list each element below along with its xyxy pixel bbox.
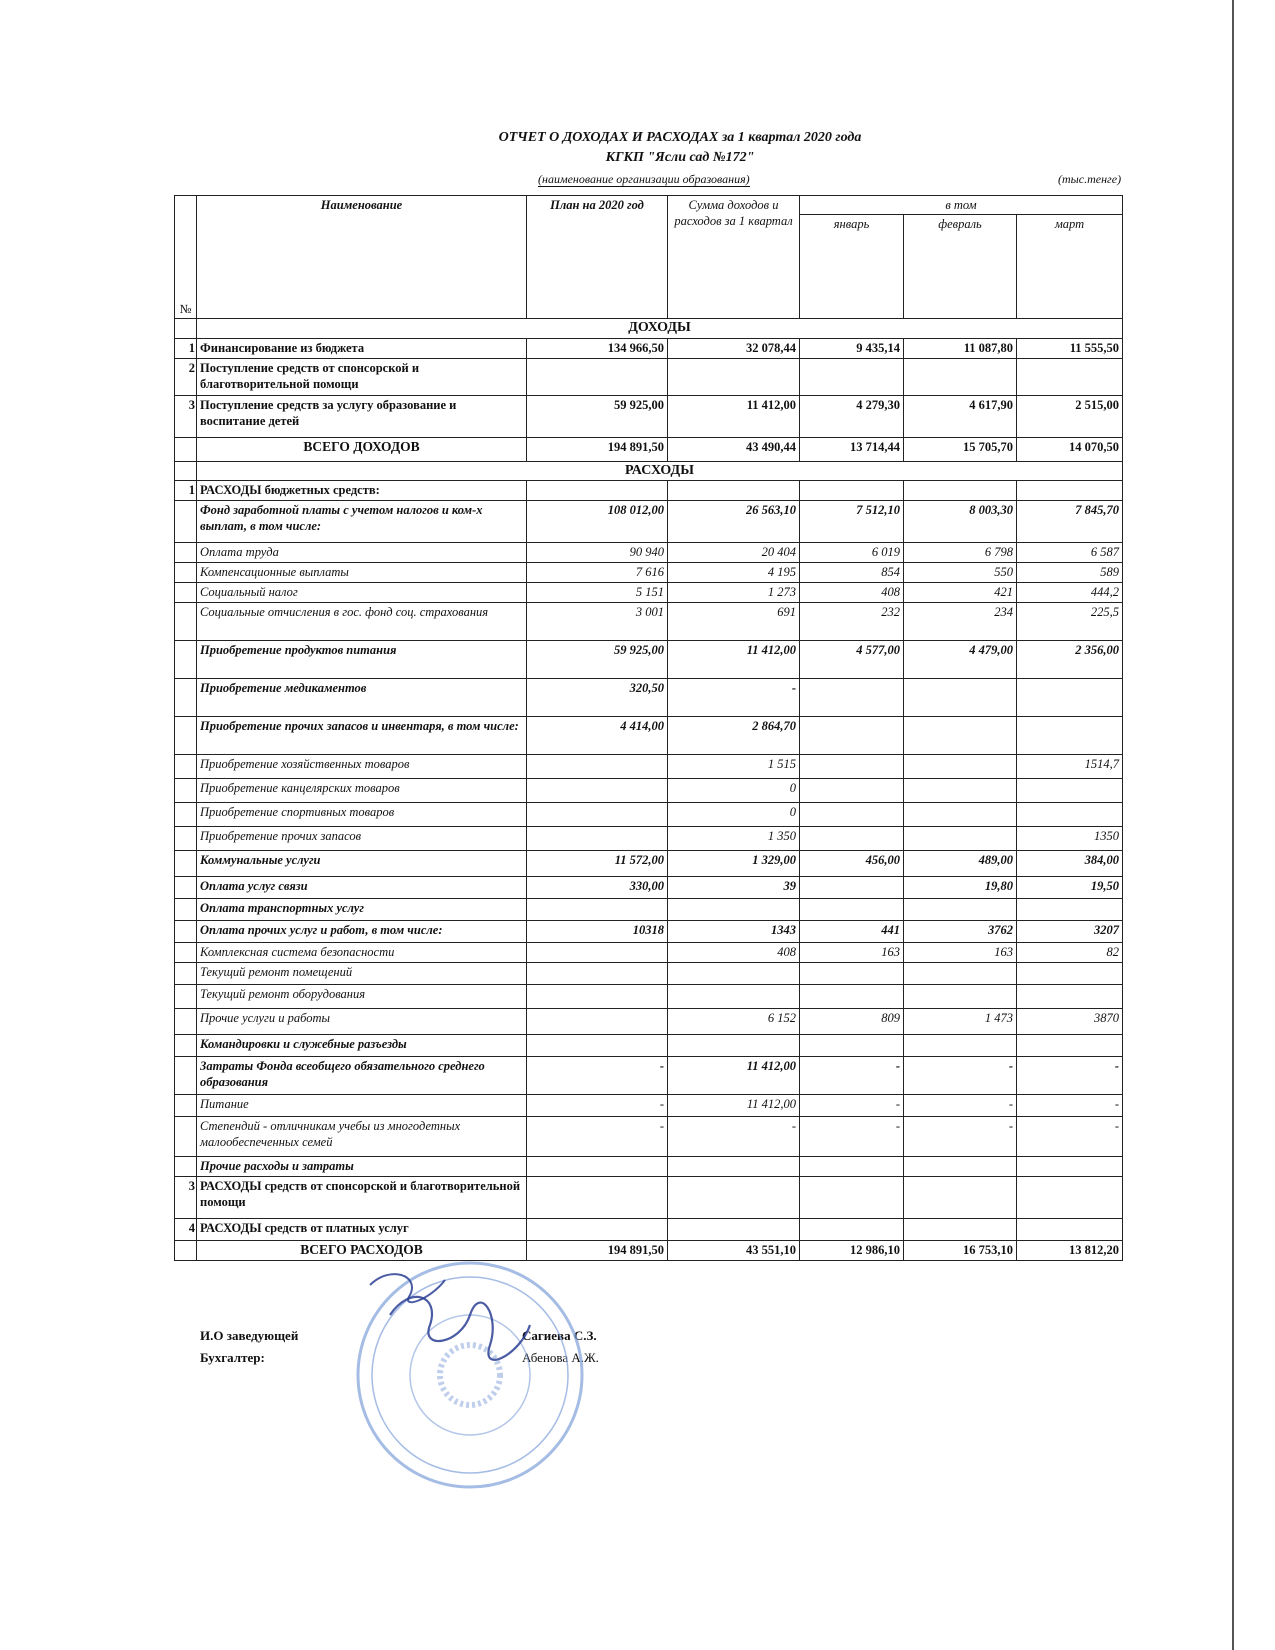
row-name: Финансирование из бюджета — [197, 339, 527, 359]
row-number — [175, 985, 197, 1009]
table-row — [175, 803, 1123, 827]
row-number — [175, 1241, 197, 1261]
row-name: Командировки и служебные разъезды — [197, 1035, 527, 1057]
march-value — [1017, 717, 1123, 755]
plan-value — [527, 803, 668, 827]
row-number — [175, 877, 197, 899]
table-row — [175, 877, 1123, 899]
march-value: 13 812,20 — [1017, 1241, 1123, 1261]
january-value: 13 714,44 — [800, 438, 904, 462]
row-number — [175, 803, 197, 827]
table-row — [175, 717, 1123, 755]
quarter-sum-value: 4 195 — [668, 563, 800, 583]
header-no: № — [175, 196, 197, 319]
quarter-sum-value: 20 404 — [668, 543, 800, 563]
quarter-sum-value: 408 — [668, 943, 800, 963]
february-value — [904, 963, 1017, 985]
plan-value: 4 414,00 — [527, 717, 668, 755]
table-row — [175, 339, 1123, 359]
table-row — [175, 755, 1123, 779]
february-value: 19,80 — [904, 877, 1017, 899]
row-name: Оплата услуг связи — [197, 877, 527, 899]
plan-value: 90 940 — [527, 543, 668, 563]
january-value: 408 — [800, 583, 904, 603]
row-number — [175, 679, 197, 717]
row-number — [175, 563, 197, 583]
row-name: Текущий ремонт оборудования — [197, 985, 527, 1009]
table-row — [175, 963, 1123, 985]
january-value: 441 — [800, 921, 904, 943]
table-row — [175, 359, 1123, 396]
expense-section-title: РАСХОДЫ — [197, 462, 1123, 481]
february-value: 489,00 — [904, 851, 1017, 877]
quarter-sum-value: 2 864,70 — [668, 717, 800, 755]
march-value: 11 555,50 — [1017, 339, 1123, 359]
total-row — [175, 438, 1123, 462]
table-row — [175, 1009, 1123, 1035]
row-name: Фонд заработной платы с учетом налогов и ком-х выплат, в том числе: — [197, 501, 527, 543]
header-including: в том — [800, 196, 1123, 215]
row-name: РАСХОДЫ средств от платных услуг — [197, 1219, 527, 1241]
quarter-sum-value: 43 551,10 — [668, 1241, 800, 1261]
expense-section-row — [175, 462, 1123, 481]
row-number — [175, 641, 197, 679]
table-row — [175, 1219, 1123, 1241]
table-row — [175, 603, 1123, 641]
row-number: 3 — [175, 396, 197, 438]
row-number — [175, 755, 197, 779]
row-number — [175, 1057, 197, 1095]
quarter-sum-value: 43 490,44 — [668, 438, 800, 462]
march-value: 19,50 — [1017, 877, 1123, 899]
plan-value: 108 012,00 — [527, 501, 668, 543]
total-row — [175, 1241, 1123, 1261]
january-value — [800, 803, 904, 827]
row-number: 4 — [175, 1219, 197, 1241]
january-value — [800, 359, 904, 396]
table-row — [175, 851, 1123, 877]
quarter-sum-value: 11 412,00 — [668, 641, 800, 679]
quarter-sum-value: 26 563,10 — [668, 501, 800, 543]
march-value: - — [1017, 1095, 1123, 1117]
table-row — [175, 1095, 1123, 1117]
quarter-sum-value: 1 515 — [668, 755, 800, 779]
february-value: 1 473 — [904, 1009, 1017, 1035]
quarter-sum-value: 0 — [668, 779, 800, 803]
quarter-sum-value: 32 078,44 — [668, 339, 800, 359]
quarter-sum-value: 691 — [668, 603, 800, 641]
march-value: 225,5 — [1017, 603, 1123, 641]
january-value — [800, 827, 904, 851]
march-value: 6 587 — [1017, 543, 1123, 563]
january-value — [800, 1035, 904, 1057]
february-value — [904, 1219, 1017, 1241]
quarter-sum-value: 11 412,00 — [668, 1095, 800, 1117]
table-row — [175, 563, 1123, 583]
table-row — [175, 921, 1123, 943]
quarter-sum-value: 0 — [668, 803, 800, 827]
row-name: Приобретение медикаментов — [197, 679, 527, 717]
february-value — [904, 1157, 1017, 1177]
table-row — [175, 1177, 1123, 1219]
row-number: 1 — [175, 339, 197, 359]
february-value — [904, 803, 1017, 827]
march-value — [1017, 1157, 1123, 1177]
plan-value: 3 001 — [527, 603, 668, 641]
march-value — [1017, 1035, 1123, 1057]
plan-value — [527, 755, 668, 779]
plan-value — [527, 1177, 668, 1219]
february-value — [904, 1035, 1017, 1057]
plan-value: 194 891,50 — [527, 438, 668, 462]
january-value: 7 512,10 — [800, 501, 904, 543]
january-value — [800, 985, 904, 1009]
header-name: Наименование — [197, 196, 527, 319]
january-value: 12 986,10 — [800, 1241, 904, 1261]
plan-value — [527, 1009, 668, 1035]
row-name: Прочие расходы и затраты — [197, 1157, 527, 1177]
january-value: - — [800, 1095, 904, 1117]
row-number — [175, 851, 197, 877]
february-value — [904, 481, 1017, 501]
plan-value: 11 572,00 — [527, 851, 668, 877]
march-value: 1514,7 — [1017, 755, 1123, 779]
report-title: ОТЧЕТ О ДОХОДАХ И РАСХОДАХ за 1 квартал 2020 года — [498, 130, 862, 145]
row-name: Затраты Фонда всеобщего обязательного среднего образования — [197, 1057, 527, 1095]
january-value — [800, 1177, 904, 1219]
january-value: 6 019 — [800, 543, 904, 563]
row-name: Приобретение канцелярских товаров — [197, 779, 527, 803]
row-number — [175, 1009, 197, 1035]
income-section-title: ДОХОДЫ — [197, 319, 1123, 339]
march-value: - — [1017, 1117, 1123, 1157]
row-number — [175, 438, 197, 462]
table-row — [175, 1157, 1123, 1177]
march-value: - — [1017, 1057, 1123, 1095]
plan-value: 59 925,00 — [527, 396, 668, 438]
table-row — [175, 1057, 1123, 1095]
january-value: 9 435,14 — [800, 339, 904, 359]
row-name: Оплата прочих услуг и работ, в том числе: — [197, 921, 527, 943]
plan-value: 5 151 — [527, 583, 668, 603]
plan-value: 134 966,50 — [527, 339, 668, 359]
header-march: март — [1017, 215, 1123, 319]
plan-value: 320,50 — [527, 679, 668, 717]
february-value: - — [904, 1095, 1017, 1117]
february-value: 11 087,80 — [904, 339, 1017, 359]
quarter-sum-value: 1 350 — [668, 827, 800, 851]
quarter-sum-value — [668, 985, 800, 1009]
february-value: 8 003,30 — [904, 501, 1017, 543]
february-value — [904, 899, 1017, 921]
row-name: Комплексная система безопасности — [197, 943, 527, 963]
plan-value — [527, 1219, 668, 1241]
february-value — [904, 779, 1017, 803]
row-number — [175, 501, 197, 543]
table-row — [175, 899, 1123, 921]
head-name: Сагиева С.З. — [522, 1328, 597, 1343]
accountant-role: Бухгалтер: — [200, 1350, 265, 1365]
march-value: 384,00 — [1017, 851, 1123, 877]
march-value — [1017, 963, 1123, 985]
row-name: Приобретение хозяйственных товаров — [197, 755, 527, 779]
row-name: Коммунальные услуги — [197, 851, 527, 877]
january-value: - — [800, 1057, 904, 1095]
february-value: 15 705,70 — [904, 438, 1017, 462]
table-row — [175, 481, 1123, 501]
february-value: 3762 — [904, 921, 1017, 943]
february-value: - — [904, 1057, 1017, 1095]
january-value — [800, 481, 904, 501]
table-row — [175, 943, 1123, 963]
quarter-sum-value — [668, 1035, 800, 1057]
quarter-sum-value: 39 — [668, 877, 800, 899]
quarter-sum-value — [668, 1177, 800, 1219]
quarter-sum-value: - — [668, 679, 800, 717]
table-row — [175, 679, 1123, 717]
february-value: 6 798 — [904, 543, 1017, 563]
january-value — [800, 755, 904, 779]
plan-value — [527, 985, 668, 1009]
quarter-sum-value — [668, 1157, 800, 1177]
march-value: 2 515,00 — [1017, 396, 1123, 438]
table-row — [175, 543, 1123, 563]
row-number: 3 — [175, 1177, 197, 1219]
february-value: 16 753,10 — [904, 1241, 1017, 1261]
official-stamp-icon — [350, 1255, 590, 1495]
february-value — [904, 985, 1017, 1009]
row-name: Текущий ремонт помещений — [197, 963, 527, 985]
quarter-sum-value — [668, 963, 800, 985]
march-value — [1017, 803, 1123, 827]
plan-value — [527, 899, 668, 921]
row-number — [175, 1035, 197, 1057]
quarter-sum-value: 1 329,00 — [668, 851, 800, 877]
plan-value: 59 925,00 — [527, 641, 668, 679]
organization-name: КГКП "Ясли сад №172" — [605, 150, 755, 165]
row-number — [175, 543, 197, 563]
row-name: Оплата транспортных услуг — [197, 899, 527, 921]
organization-note: (наименование организации образования) — [538, 172, 750, 186]
march-value: 3207 — [1017, 921, 1123, 943]
january-value — [800, 877, 904, 899]
march-value — [1017, 359, 1123, 396]
row-number: 2 — [175, 359, 197, 396]
january-value: 4 577,00 — [800, 641, 904, 679]
february-value — [904, 1177, 1017, 1219]
february-value: 4 479,00 — [904, 641, 1017, 679]
february-value: 163 — [904, 943, 1017, 963]
february-value — [904, 827, 1017, 851]
row-name: Питание — [197, 1095, 527, 1117]
row-name: Прочие услуги и работы — [197, 1009, 527, 1035]
row-name: ВСЕГО РАСХОДОВ — [197, 1241, 527, 1261]
march-value: 2 356,00 — [1017, 641, 1123, 679]
january-value: 232 — [800, 603, 904, 641]
blank-cell — [175, 462, 197, 481]
header-plan: План на 2020 год — [527, 196, 668, 319]
scan-edge-line — [1232, 0, 1234, 1650]
january-value — [800, 1219, 904, 1241]
row-number — [175, 963, 197, 985]
march-value: 3870 — [1017, 1009, 1123, 1035]
march-value — [1017, 481, 1123, 501]
row-number — [175, 827, 197, 851]
table-row — [175, 583, 1123, 603]
march-value — [1017, 779, 1123, 803]
january-value: - — [800, 1117, 904, 1157]
plan-value — [527, 779, 668, 803]
february-value — [904, 359, 1017, 396]
january-value: 163 — [800, 943, 904, 963]
quarter-sum-value: 6 152 — [668, 1009, 800, 1035]
quarter-sum-value — [668, 1219, 800, 1241]
march-value — [1017, 1219, 1123, 1241]
march-value: 82 — [1017, 943, 1123, 963]
quarter-sum-value: 1 273 — [668, 583, 800, 603]
february-value: 550 — [904, 563, 1017, 583]
row-number — [175, 1117, 197, 1157]
january-value — [800, 899, 904, 921]
row-number — [175, 583, 197, 603]
january-value — [800, 717, 904, 755]
row-name: Приобретение прочих запасов и инвентаря, в том числе: — [197, 717, 527, 755]
january-value — [800, 963, 904, 985]
header-january: январь — [800, 215, 904, 319]
january-value — [800, 1157, 904, 1177]
row-name: РАСХОДЫ бюджетных средств: — [197, 481, 527, 501]
header-sum: Сумма доходов и расходов за 1 квартал — [668, 196, 800, 319]
table-row — [175, 1117, 1123, 1157]
february-value: 421 — [904, 583, 1017, 603]
plan-value: - — [527, 1117, 668, 1157]
plan-value: 330,00 — [527, 877, 668, 899]
january-value — [800, 779, 904, 803]
quarter-sum-value: 11 412,00 — [668, 1057, 800, 1095]
row-name: Приобретение прочих запасов — [197, 827, 527, 851]
january-value — [800, 679, 904, 717]
table-row — [175, 779, 1123, 803]
row-number — [175, 1095, 197, 1117]
currency-units: (тыс.тенге) — [1058, 172, 1122, 186]
row-number — [175, 603, 197, 641]
row-name: РАСХОДЫ средств от спонсорской и благотворительной помощи — [197, 1177, 527, 1219]
february-value — [904, 755, 1017, 779]
row-name: Оплата труда — [197, 543, 527, 563]
report-table — [174, 195, 1123, 1261]
march-value — [1017, 985, 1123, 1009]
january-value: 456,00 — [800, 851, 904, 877]
january-value: 854 — [800, 563, 904, 583]
table-row — [175, 985, 1123, 1009]
february-value: 234 — [904, 603, 1017, 641]
quarter-sum-value: 1343 — [668, 921, 800, 943]
plan-value — [527, 1157, 668, 1177]
march-value: 7 845,70 — [1017, 501, 1123, 543]
row-name: Социальные отчисления в гос. фонд соц. страхования — [197, 603, 527, 641]
february-value: 4 617,90 — [904, 396, 1017, 438]
header-february: февраль — [904, 215, 1017, 319]
february-value: - — [904, 1117, 1017, 1157]
table-row — [175, 641, 1123, 679]
row-name: Поступление средств за услугу образование и воспитание детей — [197, 396, 527, 438]
plan-value: - — [527, 1095, 668, 1117]
row-name: Приобретение спортивных товаров — [197, 803, 527, 827]
march-value: 1350 — [1017, 827, 1123, 851]
head-role: И.О заведующей — [200, 1328, 299, 1343]
march-value: 589 — [1017, 563, 1123, 583]
table-row — [175, 1035, 1123, 1057]
row-number — [175, 717, 197, 755]
march-value: 14 070,50 — [1017, 438, 1123, 462]
plan-value — [527, 359, 668, 396]
february-value — [904, 717, 1017, 755]
row-number: 1 — [175, 481, 197, 501]
quarter-sum-value — [668, 359, 800, 396]
january-value: 809 — [800, 1009, 904, 1035]
february-value — [904, 679, 1017, 717]
january-value: 4 279,30 — [800, 396, 904, 438]
quarter-sum-value: 11 412,00 — [668, 396, 800, 438]
row-number — [175, 943, 197, 963]
march-value — [1017, 1177, 1123, 1219]
quarter-sum-value — [668, 481, 800, 501]
march-value — [1017, 899, 1123, 921]
plan-value — [527, 481, 668, 501]
row-name: Поступление средств от спонсорской и благотворительной помощи — [197, 359, 527, 396]
row-number — [175, 779, 197, 803]
plan-value: 7 616 — [527, 563, 668, 583]
table-row — [175, 827, 1123, 851]
row-number — [175, 899, 197, 921]
quarter-sum-value: - — [668, 1117, 800, 1157]
plan-value — [527, 963, 668, 985]
row-name: Степендий - отличникам учебы из многодетных малообеспеченных семей — [197, 1117, 527, 1157]
row-name: Социальный налог — [197, 583, 527, 603]
row-name: Приобретение продуктов питания — [197, 641, 527, 679]
plan-value: - — [527, 1057, 668, 1095]
row-number — [175, 921, 197, 943]
plan-value — [527, 943, 668, 963]
plan-value — [527, 1035, 668, 1057]
plan-value: 194 891,50 — [527, 1241, 668, 1261]
plan-value — [527, 827, 668, 851]
accountant-name: Абенова А.Ж. — [522, 1350, 599, 1365]
march-value: 444,2 — [1017, 583, 1123, 603]
march-value — [1017, 679, 1123, 717]
table-row — [175, 501, 1123, 543]
table-row — [175, 396, 1123, 438]
row-name: ВСЕГО ДОХОДОВ — [197, 438, 527, 462]
row-name: Компенсационные выплаты — [197, 563, 527, 583]
plan-value: 10318 — [527, 921, 668, 943]
quarter-sum-value — [668, 899, 800, 921]
row-number — [175, 1157, 197, 1177]
